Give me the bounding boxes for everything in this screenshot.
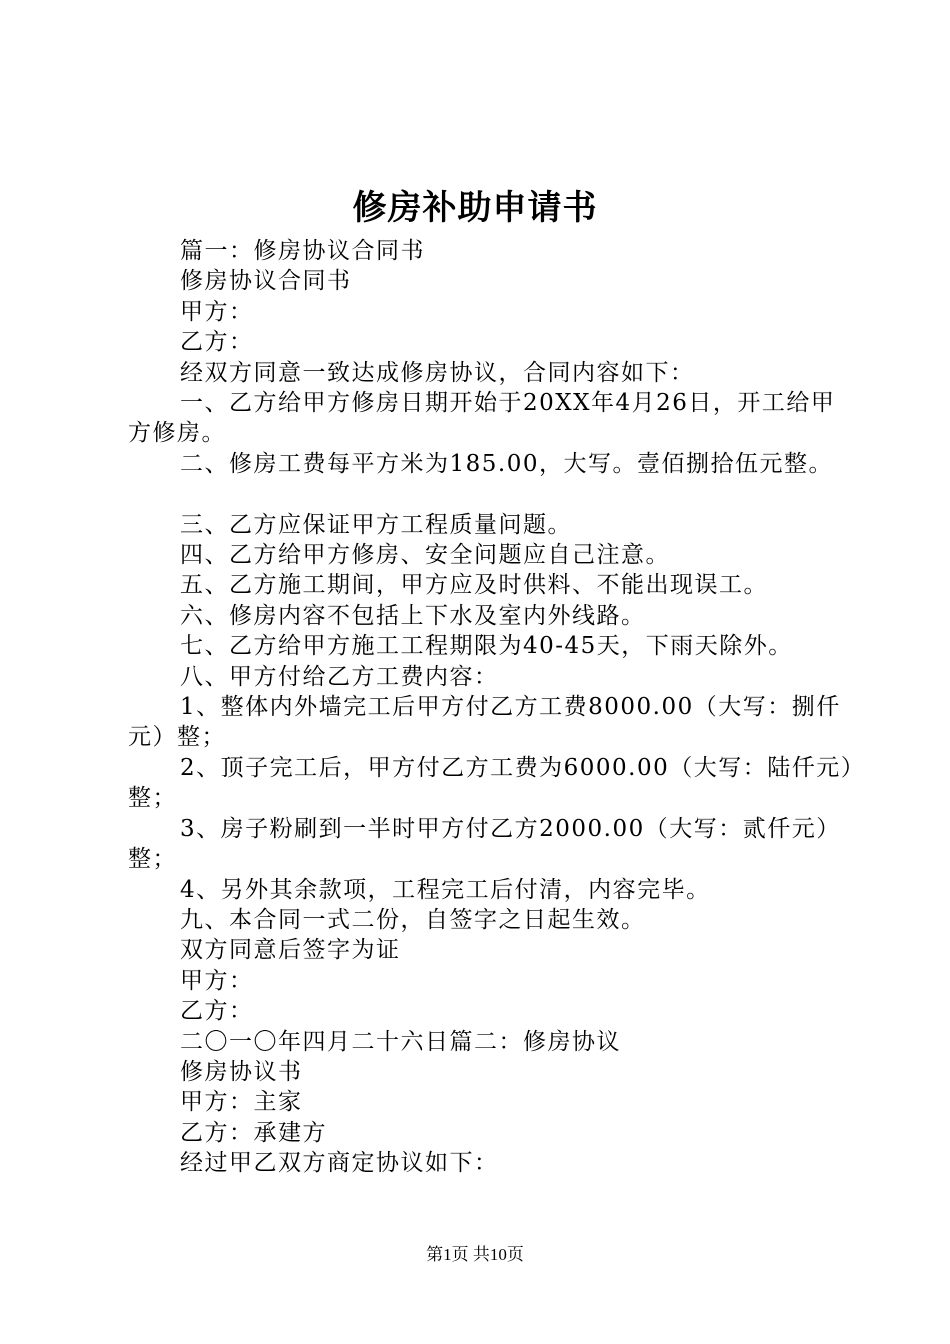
paragraph: 七、乙方给甲方施工工程期限为40-45天，下雨天除外。 (180, 633, 793, 660)
paragraph: 乙方： (180, 998, 254, 1025)
paragraph: 4、另外其余款项，工程完工后付清，内容完毕。 (180, 876, 711, 903)
document-body (128, 236, 858, 1179)
paragraph: 修房协议合同书 (180, 268, 352, 295)
paragraph: 二〇一〇年四月二十六日篇二：修房协议 (180, 1028, 621, 1055)
paragraph: 一、乙方给甲方修房日期开始于20XX年4月26日，开工给甲方修房。 (128, 390, 836, 447)
paragraph: 八、甲方付给乙方工费内容： (180, 663, 499, 690)
paragraph: 修房协议书 (180, 1058, 303, 1085)
paragraph: 六、修房内容不包括上下水及室内外线路。 (180, 602, 646, 629)
blank-line (128, 479, 858, 509)
paragraph: 乙方：承建方 (180, 1119, 327, 1146)
paragraph: 二、修房工费每平方米为185.00，大写。壹佰捌拾伍元整。 (180, 450, 833, 477)
paragraph: 四、乙方给甲方修房、安全问题应自己注意。 (180, 542, 670, 569)
document-title: 修房补助申请书 (352, 188, 598, 228)
page-footer: 第1页 共10页 (426, 1245, 524, 1264)
paragraph: 双方同意后签字为证 (180, 937, 401, 964)
paragraph: 经双方同意一致达成修房协议，合同内容如下： (180, 359, 695, 386)
paragraph: 甲方：主家 (180, 1089, 303, 1116)
paragraph: 乙方： (180, 329, 254, 356)
paragraph: 九、本合同一式二份，自签字之日起生效。 (180, 906, 646, 933)
paragraph: 3、房子粉刷到一半时甲方付乙方2000.00（大写：贰仟元）整； (128, 815, 841, 873)
paragraph: 1、整体内外墙完工后甲方付乙方工费8000.00（大写：捌仟元）整； (128, 694, 841, 751)
paragraph: 三、乙方应保证甲方工程质量问题。 (180, 511, 572, 538)
paragraph: 篇一：修房协议合同书 (180, 238, 425, 264)
paragraph: 甲方： (180, 967, 254, 994)
paragraph: 2、顶子完工后，甲方付乙方工费为6000.00（大写：陆仟元）整； (128, 754, 854, 812)
paragraph: 经过甲乙双方商定协议如下： (180, 1150, 499, 1177)
paragraph: 五、乙方施工期间，甲方应及时供料、不能出现误工。 (180, 572, 768, 599)
paragraph: 甲方： (180, 298, 254, 325)
